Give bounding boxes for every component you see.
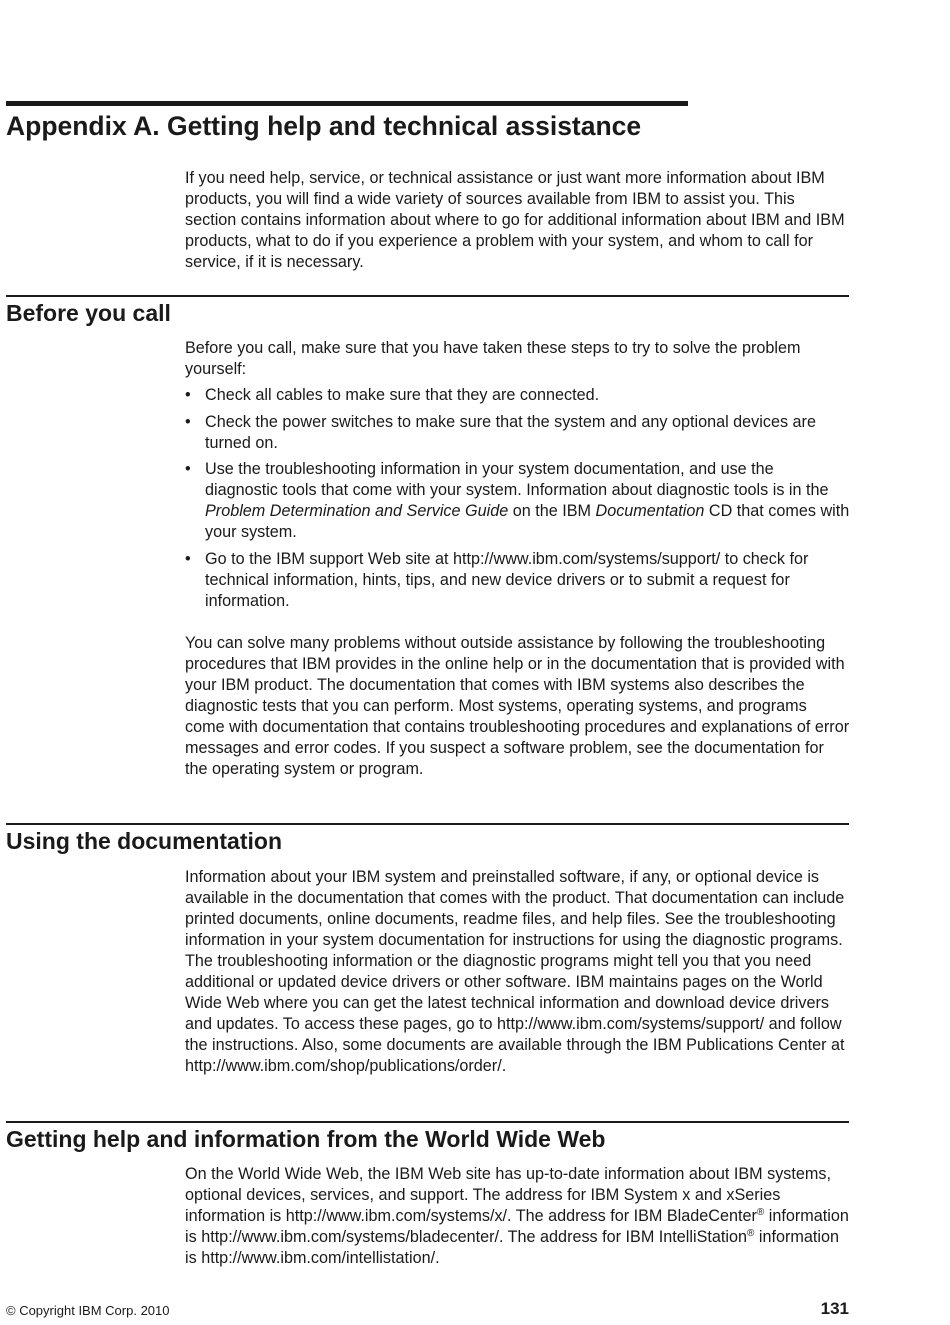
bullet-marker: • xyxy=(185,549,191,568)
section-rule xyxy=(6,295,849,297)
using-documentation-body: Information about your IBM system and preinstalled software, if any, or optional device is available in the documentation that comes with the product. That documentation can include printed documents, online documents, readme files, and help files. See the troubleshooting information in your system documentation for instructions for using the diagnostic programs. The troubleshooting information or the diagnostic programs might tell you that you need additional or updated device drivers or other software. IBM maintains pages on the World Wide Web where you can get the latest technical information and download device drivers and updates. To access these pages, go to http://www.ibm.com/systems/support/ and follow the instructions. Also, some documents are available through the IBM Publications Center at http://www.ibm.com/shop/publications/order/. xyxy=(185,868,845,1075)
list-item xyxy=(185,549,850,612)
list-item-text: Check the power switches to make sure that the system and any optional devices are turned on. xyxy=(205,412,816,452)
registered-mark: ® xyxy=(747,1228,755,1239)
section-title-web-help: Getting help and information from the World Wide Web xyxy=(6,1126,606,1152)
web-help-text: information is http://www.ibm.com/intellistation/. xyxy=(185,1228,839,1267)
web-help-text: On the World Wide Web, the IBM Web site has up-to-date information about IBM systems, optional devices, services, and support. The address for IBM System x and xSeries information is http://www.ibm.com/systems/x/. The address for IBM BladeCenter xyxy=(185,1165,831,1225)
bullet-marker: • xyxy=(185,386,191,404)
list-item-text: on the IBM xyxy=(508,502,596,520)
page-number: 131 xyxy=(820,1299,849,1318)
section-title-using-documentation: Using the documentation xyxy=(6,828,282,854)
chapter-intro: If you need help, service, or technical assistance or just want more information about IBM products, you will find a wide variety of sources available from IBM to assist you. This section contains information about where to go for additional information about IBM and IBM products, what to do if you experience a problem with your system, and whom to call for service, if it is necessary. xyxy=(185,169,845,271)
registered-mark: ® xyxy=(756,1207,765,1218)
bullet-marker: • xyxy=(185,412,191,431)
list-item xyxy=(185,385,850,406)
section-title-before-you-call: Before you call xyxy=(6,300,171,326)
cd-title: Documentation xyxy=(595,502,705,520)
list-item-text: Use the troubleshooting information in your system documentation, and use the diagnostic tools that come with your system. Information about diagnostic tools is in the xyxy=(205,460,829,499)
list-item-text: CD that comes with your system. xyxy=(205,502,850,541)
web-help-text: information is http://www.ibm.com/systems/bladecenter/. The address for IBM IntelliStation xyxy=(185,1207,849,1246)
section-rule xyxy=(6,1121,849,1123)
list-item-text: Go to the IBM support Web site at http://www.ibm.com/systems/support/ to check for technical information, hints, tips, and new device drivers or to submit a request for information. xyxy=(205,549,809,610)
checklist xyxy=(185,385,850,617)
list-item xyxy=(185,412,850,454)
web-help-body xyxy=(185,1164,850,1269)
before-you-call-intro: Before you call, make sure that you have taken these steps to try to solve the problem yourself: xyxy=(185,339,801,378)
list-item xyxy=(185,459,850,543)
chapter-title: Appendix A. Getting help and technical assistance xyxy=(6,111,642,141)
section-rule xyxy=(6,823,849,825)
bullet-marker: • xyxy=(185,460,191,478)
list-item-text: Check all cables to make sure that they are connected. xyxy=(205,386,600,404)
copyright: © Copyright IBM Corp. 2010 xyxy=(6,1303,170,1318)
chapter-rule xyxy=(6,101,688,106)
before-you-call-closing: You can solve many problems without outside assistance by following the troubleshooting procedures that IBM provides in the online help or in the documentation that is provided with your IBM product. The documentation that comes with IBM systems also describes the diagnostic tests that you can perform. Most systems, operating systems, and programs come with documentation that contains troubleshooting procedures and explanations of error messages and error codes. If you suspect a software problem, see the documentation for the operating system or program. xyxy=(185,634,850,778)
guide-title: Problem Determination and Service Guide xyxy=(205,502,509,520)
